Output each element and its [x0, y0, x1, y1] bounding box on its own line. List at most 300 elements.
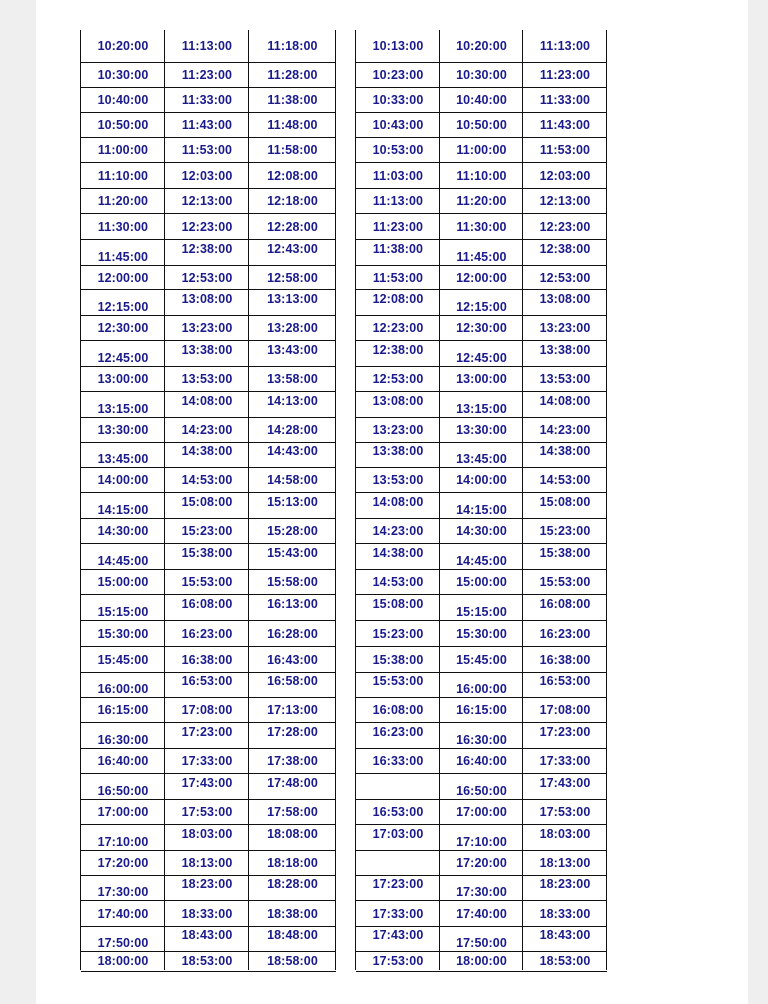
table-cell [440, 367, 523, 392]
time-value: 16:00:00 [456, 682, 507, 696]
table-cell [440, 290, 523, 316]
time-value: 14:08:00 [372, 495, 424, 509]
table-row [356, 315, 607, 341]
table-cell [523, 266, 607, 290]
table-cell [249, 876, 336, 901]
table-cell [249, 901, 336, 927]
time-value: 15:30:00 [97, 627, 149, 641]
table-row [356, 62, 607, 88]
time-value: 18:00:00 [97, 954, 149, 968]
table-row [356, 926, 607, 952]
time-value: 17:28:00 [267, 725, 318, 739]
time-value: 18:58:00 [267, 954, 318, 968]
time-value: 17:10:00 [97, 835, 149, 849]
column-rule [80, 30, 81, 970]
time-value: 18:53:00 [181, 954, 233, 968]
table-row [356, 391, 607, 418]
time-value: 13:08:00 [372, 394, 424, 408]
time-value: 18:48:00 [267, 928, 318, 942]
time-value: 17:33:00 [539, 754, 591, 768]
time-value: 16:50:00 [97, 784, 149, 798]
table-cell [523, 927, 607, 952]
time-value: 14:23:00 [181, 423, 233, 437]
table-cell [81, 519, 165, 544]
table-cell [165, 468, 249, 493]
table-row [356, 672, 607, 698]
time-value: 12:18:00 [267, 194, 318, 208]
time-value: 18:00:00 [456, 954, 507, 968]
table-row [81, 30, 336, 62]
table-row [81, 824, 336, 851]
time-value: 14:43:00 [267, 444, 318, 458]
table-cell [440, 621, 523, 647]
time-value: 17:30:00 [97, 885, 149, 899]
time-value: 11:48:00 [267, 118, 318, 132]
table-cell [249, 367, 336, 392]
table-row [81, 697, 336, 723]
table-cell [356, 647, 440, 673]
time-value: 12:23:00 [181, 220, 233, 234]
table-row [81, 112, 336, 138]
time-value: 15:23:00 [539, 524, 591, 538]
time-value: 16:40:00 [456, 754, 507, 768]
time-value: 14:08:00 [181, 394, 233, 408]
time-value: 10:30:00 [97, 68, 149, 82]
column-rule [335, 30, 336, 970]
table-cell [81, 901, 165, 927]
time-value: 17:40:00 [97, 907, 149, 921]
table-row [81, 289, 336, 316]
time-value: 11:23:00 [539, 68, 591, 82]
table-cell [356, 876, 440, 901]
table-cell [440, 468, 523, 493]
time-value: 16:50:00 [456, 784, 507, 798]
time-value: 14:13:00 [267, 394, 318, 408]
time-value: 13:38:00 [181, 343, 233, 357]
table-cell [356, 189, 440, 214]
time-value: 16:53:00 [181, 674, 233, 688]
table-cell [523, 214, 607, 240]
table-cell [249, 418, 336, 443]
table-cell [165, 952, 249, 971]
time-value: 17:23:00 [372, 877, 424, 891]
table-cell [523, 443, 607, 468]
table-row [356, 492, 607, 519]
table-row [81, 265, 336, 290]
column-rule [355, 30, 356, 970]
time-value: 15:58:00 [267, 575, 318, 589]
table-cell [165, 519, 249, 544]
table-cell [165, 673, 249, 698]
time-value: 11:30:00 [456, 220, 507, 234]
table-cell [523, 30, 607, 62]
table-cell [523, 800, 607, 825]
table-cell [165, 800, 249, 825]
time-value: 12:38:00 [181, 242, 233, 256]
table-cell [440, 595, 523, 621]
table-cell [165, 63, 249, 88]
table-cell [356, 418, 440, 443]
table-row [81, 799, 336, 825]
table-cell [249, 774, 336, 800]
table-cell [249, 392, 336, 418]
table-cell [523, 163, 607, 189]
table-cell [523, 901, 607, 927]
table-cell [440, 698, 523, 723]
time-value: 13:45:00 [97, 452, 149, 466]
time-value: 18:13:00 [181, 856, 233, 870]
column-rule [164, 30, 165, 970]
table-row [81, 391, 336, 418]
table-cell [356, 266, 440, 290]
table-cell [81, 367, 165, 392]
time-value: 13:43:00 [267, 343, 318, 357]
table-cell [249, 723, 336, 749]
time-value: 11:18:00 [267, 39, 318, 53]
table-cell [440, 138, 523, 163]
time-value: 17:38:00 [267, 754, 318, 768]
table-cell [81, 800, 165, 825]
table-cell [165, 723, 249, 749]
table-cell [249, 138, 336, 163]
time-value: 15:53:00 [181, 575, 233, 589]
time-value: 12:03:00 [181, 169, 233, 183]
time-value: 11:33:00 [539, 93, 591, 107]
time-value: 12:43:00 [267, 242, 318, 256]
time-value: 17:10:00 [456, 835, 507, 849]
time-value: 15:38:00 [372, 653, 424, 667]
time-value: 11:38:00 [267, 93, 318, 107]
time-value: 11:10:00 [456, 169, 507, 183]
time-value: 18:03:00 [539, 827, 591, 841]
time-value: 17:50:00 [97, 936, 149, 950]
table-cell [81, 113, 165, 138]
time-value: 12:23:00 [539, 220, 591, 234]
table-cell [523, 138, 607, 163]
table-cell [249, 493, 336, 519]
time-value: 13:53:00 [539, 372, 591, 386]
table-cell [165, 570, 249, 595]
table-cell [440, 266, 523, 290]
time-value: 18:33:00 [539, 907, 591, 921]
table-row [356, 239, 607, 266]
time-value: 10:30:00 [456, 68, 507, 82]
time-value: 10:50:00 [97, 118, 149, 132]
table-cell [81, 214, 165, 240]
table-cell [356, 367, 440, 392]
time-value: 11:23:00 [372, 220, 424, 234]
table-cell [249, 266, 336, 290]
time-value: 14:38:00 [372, 546, 424, 560]
table-cell [440, 418, 523, 443]
table-row [356, 518, 607, 544]
time-value: 17:50:00 [456, 936, 507, 950]
time-value: 13:23:00 [539, 321, 591, 335]
table-cell [440, 88, 523, 113]
time-value: 17:03:00 [372, 827, 424, 841]
time-value: 18:38:00 [267, 907, 318, 921]
table-row [356, 697, 607, 723]
time-value: 15:43:00 [267, 546, 318, 560]
table-cell [165, 876, 249, 901]
table-cell [249, 341, 336, 367]
table-cell [356, 443, 440, 468]
time-value: 11:13:00 [539, 39, 591, 53]
table-cell [356, 774, 440, 800]
table-row [81, 569, 336, 595]
table-cell [81, 595, 165, 621]
time-value: 11:33:00 [181, 93, 233, 107]
column-rule [606, 30, 607, 970]
table-cell [356, 723, 440, 749]
table-row [356, 773, 607, 800]
table-cell [440, 825, 523, 851]
time-value: 14:00:00 [456, 473, 507, 487]
table-cell [523, 825, 607, 851]
table-row [356, 87, 607, 113]
table-cell [249, 673, 336, 698]
time-value: 13:38:00 [539, 343, 591, 357]
time-value: 12:08:00 [267, 169, 318, 183]
time-value: 14:38:00 [539, 444, 591, 458]
time-value: 12:08:00 [372, 292, 424, 306]
time-value: 16:58:00 [267, 674, 318, 688]
time-value: 17:00:00 [97, 805, 149, 819]
table-cell [440, 240, 523, 266]
time-value: 18:53:00 [539, 954, 591, 968]
table-row [356, 289, 607, 316]
table-cell [81, 63, 165, 88]
table-cell [249, 30, 336, 62]
time-value: 11:53:00 [539, 143, 591, 157]
table-row [81, 467, 336, 493]
time-value: 14:23:00 [372, 524, 424, 538]
table-cell [356, 519, 440, 544]
time-value: 12:38:00 [539, 242, 591, 256]
table-cell [356, 30, 440, 62]
table-cell [249, 443, 336, 468]
table-cell [165, 621, 249, 647]
table-cell [440, 30, 523, 62]
table-cell [356, 927, 440, 952]
table-cell [440, 774, 523, 800]
table-cell [523, 749, 607, 774]
table-cell [440, 113, 523, 138]
table-cell [440, 901, 523, 927]
table-row [356, 442, 607, 468]
table-cell [165, 392, 249, 418]
time-value: 11:00:00 [97, 143, 149, 157]
time-value: 15:23:00 [372, 627, 424, 641]
table-cell [523, 774, 607, 800]
table-row [81, 543, 336, 570]
table-cell [249, 800, 336, 825]
time-value: 12:45:00 [97, 351, 149, 365]
time-value: 12:03:00 [539, 169, 591, 183]
table-row [356, 112, 607, 138]
time-value: 13:53:00 [181, 372, 233, 386]
time-value: 18:33:00 [181, 907, 233, 921]
time-value: 12:53:00 [181, 271, 233, 285]
table-cell [81, 876, 165, 901]
table-cell [249, 851, 336, 876]
time-value: 17:43:00 [181, 776, 233, 790]
table-cell [440, 749, 523, 774]
time-value: 14:45:00 [456, 554, 507, 568]
time-value: 17:48:00 [267, 776, 318, 790]
table-row [356, 137, 607, 163]
table-cell [165, 367, 249, 392]
table-cell [523, 621, 607, 647]
table-row [81, 951, 336, 972]
table-cell [523, 316, 607, 341]
time-value: 11:38:00 [372, 242, 424, 256]
table-row [81, 366, 336, 392]
table-cell [356, 749, 440, 774]
time-value: 17:53:00 [181, 805, 233, 819]
table-cell [356, 88, 440, 113]
time-value: 10:33:00 [372, 93, 424, 107]
time-value: 17:23:00 [539, 725, 591, 739]
table-cell [81, 570, 165, 595]
table-cell [81, 418, 165, 443]
table-cell [356, 113, 440, 138]
table-row [356, 340, 607, 367]
table-cell [165, 493, 249, 519]
table-cell [81, 927, 165, 952]
table-cell [249, 519, 336, 544]
table-row [81, 239, 336, 266]
time-value: 15:53:00 [372, 674, 424, 688]
time-value: 16:08:00 [181, 597, 233, 611]
table-row [81, 748, 336, 774]
table-cell [165, 30, 249, 62]
table-cell [165, 214, 249, 240]
table-cell [249, 63, 336, 88]
table-cell [356, 800, 440, 825]
table-cell [249, 113, 336, 138]
time-value: 11:45:00 [97, 250, 149, 264]
time-value: 11:23:00 [181, 68, 233, 82]
table-cell [165, 443, 249, 468]
time-value: 17:33:00 [372, 907, 424, 921]
table-row [81, 773, 336, 800]
time-value: 14:53:00 [372, 575, 424, 589]
table-cell [356, 570, 440, 595]
table-cell [356, 621, 440, 647]
time-value: 16:23:00 [181, 627, 233, 641]
time-value: 12:15:00 [456, 300, 507, 314]
table-cell [356, 901, 440, 927]
table-cell [356, 698, 440, 723]
table-row [356, 543, 607, 570]
table-cell [249, 621, 336, 647]
time-value: 11:58:00 [267, 143, 318, 157]
table-cell [523, 392, 607, 418]
table-cell [81, 544, 165, 570]
table-row [356, 188, 607, 214]
table-row [81, 620, 336, 647]
time-value: 18:43:00 [539, 928, 591, 942]
table-cell [249, 468, 336, 493]
table-cell [165, 316, 249, 341]
time-value: 14:53:00 [181, 473, 233, 487]
table-cell [523, 367, 607, 392]
time-value: 16:30:00 [456, 733, 507, 747]
time-value: 12:30:00 [97, 321, 149, 335]
table-row [81, 594, 336, 621]
table-row [81, 188, 336, 214]
table-cell [523, 113, 607, 138]
timetable-page [36, 0, 748, 1004]
time-value: 16:53:00 [539, 674, 591, 688]
time-value: 10:40:00 [456, 93, 507, 107]
time-value: 14:45:00 [97, 554, 149, 568]
time-value: 11:43:00 [539, 118, 591, 132]
time-value: 18:43:00 [181, 928, 233, 942]
table-cell [523, 647, 607, 673]
table-cell [249, 316, 336, 341]
table-cell [356, 825, 440, 851]
time-value: 16:38:00 [539, 653, 591, 667]
time-value: 13:30:00 [456, 423, 507, 437]
time-value: 16:13:00 [267, 597, 318, 611]
table-cell [165, 189, 249, 214]
time-value: 15:08:00 [539, 495, 591, 509]
table-cell [165, 88, 249, 113]
table-cell [523, 290, 607, 316]
table-cell [356, 341, 440, 367]
table-cell [81, 341, 165, 367]
table-cell [81, 138, 165, 163]
table-cell [523, 240, 607, 266]
table-cell [523, 544, 607, 570]
time-value: 13:08:00 [181, 292, 233, 306]
table-cell [165, 825, 249, 851]
table-cell [523, 952, 607, 971]
table-cell [440, 316, 523, 341]
table-cell [81, 392, 165, 418]
time-value: 11:20:00 [456, 194, 507, 208]
time-value: 17:33:00 [181, 754, 233, 768]
time-value: 13:15:00 [456, 402, 507, 416]
table-cell [440, 493, 523, 519]
table-cell [440, 647, 523, 673]
table-row [356, 265, 607, 290]
time-value: 17:13:00 [267, 703, 318, 717]
time-value: 17:43:00 [539, 776, 591, 790]
table-cell [440, 544, 523, 570]
table-cell [165, 163, 249, 189]
table-cell [523, 876, 607, 901]
time-value: 11:10:00 [97, 169, 149, 183]
table-cell [249, 647, 336, 673]
time-value: 16:15:00 [97, 703, 149, 717]
time-value: 10:20:00 [97, 39, 149, 53]
table-row [356, 30, 607, 62]
time-value: 12:15:00 [97, 300, 149, 314]
time-value: 16:33:00 [372, 754, 424, 768]
table-cell [249, 952, 336, 971]
table-cell [356, 214, 440, 240]
table-cell [440, 63, 523, 88]
table-row [81, 340, 336, 367]
table-cell [165, 290, 249, 316]
table-cell [81, 189, 165, 214]
table-row [81, 926, 336, 952]
table-cell [249, 927, 336, 952]
table-cell [249, 240, 336, 266]
